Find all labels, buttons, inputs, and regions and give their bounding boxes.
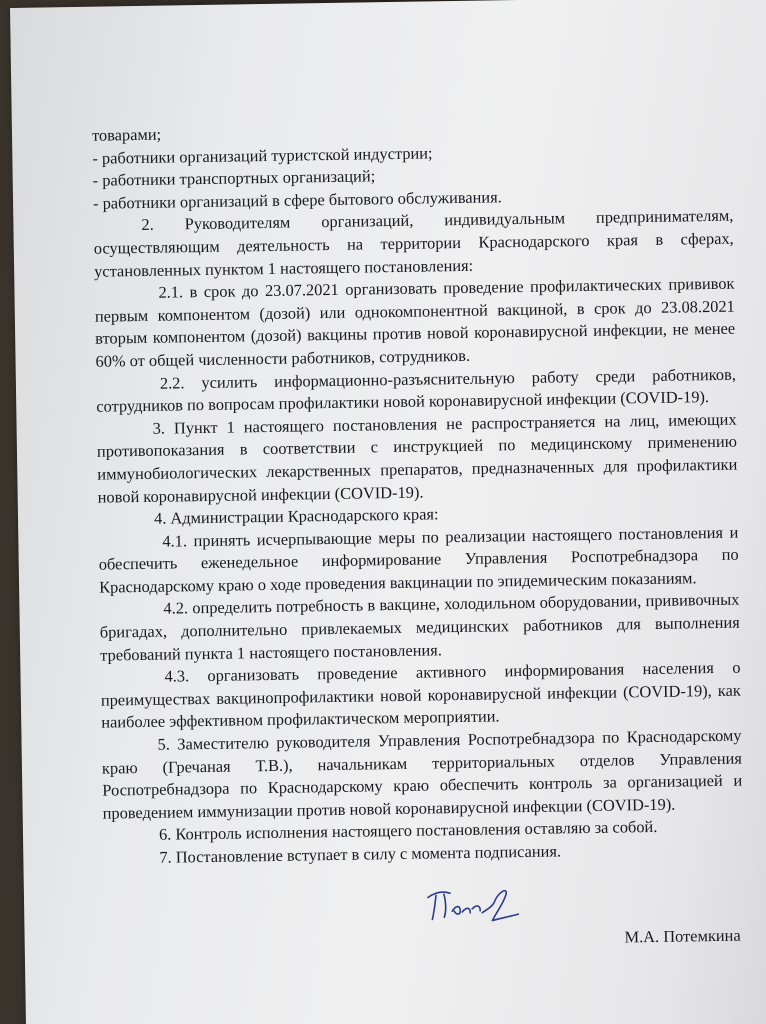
paragraph-5: 5. Заместителю руководителя Управления Роспотребнадзора по Краснодарскому краю (Гречаная Т.В.), начальникам территориальных отделов Управления Роспотребнадзора по Краснодарскому краю обеспечить контроль за организацией и проведением иммунизации против новой коронавирусной инфекции (COVID-19). (101, 725, 743, 823)
signature-block (104, 872, 745, 968)
paragraph-2: 2. Руководителям организаций, индивидуальным предпринимателям, осуществляющим деятельность на территории Краснодарского края в сферах, установленных пунктом 1 настоящего постановления: (93, 206, 734, 281)
document-page (10, 0, 766, 1024)
document-body (92, 115, 745, 969)
worker-category-list (92, 115, 733, 215)
handwritten-signature (422, 878, 523, 930)
signer-name: М.А. Потемкина (624, 925, 741, 947)
paragraph-2-1: 2.1. в срок до 23.07.2021 организовать проведение профилактических прививок первым компонентом (дозой) или однокомпонентной вакциной, в срок до 23.08.2021 вторым компонентом (дозой) вакцины против новой коронавирусной инфекции, не менее 60% от общей численности работников, сотрудников. (94, 273, 736, 371)
paragraph-4-3: 4.3. организовать проведение активного информирования населения о преимуществах вакцинопрофилактики новой коронавирусной инфекции (COVID-19), как наиболее эффективном профилактическом мероприятии. (100, 657, 741, 733)
paragraph-4: 4. Администрации Краснодарского края: (153, 504, 439, 528)
paragraph-7: 7. Постановление вступает в силу с момента подписания. (159, 841, 562, 867)
list-item: - работники транспортных организаций; (92, 166, 376, 190)
paragraph-2-2: 2.2. усилить информационно-разъяснительную работу среди работников, сотрудников по вопросам профилактики новой коронавирусной инфекции (COVID-19). (96, 364, 736, 416)
paragraph-4-1: 4.1. принять исчерпывающие меры по реализации настоящего постановления и обеспечить еженедельное информирование Управления Роспотребнадзора по Краснодарскому краю о ходе проведения вакцинации по эпидемическим показаниям. (98, 522, 739, 597)
list-item: товарами; (91, 124, 162, 145)
list-item: - работники организаций в сфере бытового обслуживания. (92, 187, 502, 213)
paragraph-3: 3. Пункт 1 настоящего постановления не распространяется на лиц, имеющих противопоказания в соответствии с инструкцией по медицинскому применению иммунобиологических лекарственных препаратов, предназначенных для профилактики новой коронавирусной инфекции (COVID-19). (96, 409, 738, 507)
list-item: - работники организаций туристской индустрии; (92, 142, 433, 168)
paragraph-6: 6. Контроль исполнения настоящего постановления оставляю за собой. (158, 817, 658, 845)
paragraph-4-2: 4.2. определить потребность в вакцине, холодильном оборудовании, прививочных бригадах, дополнительно привлекаемых медицинских работников для выполнения требований пункта 1 настоящего постановления. (99, 590, 740, 665)
